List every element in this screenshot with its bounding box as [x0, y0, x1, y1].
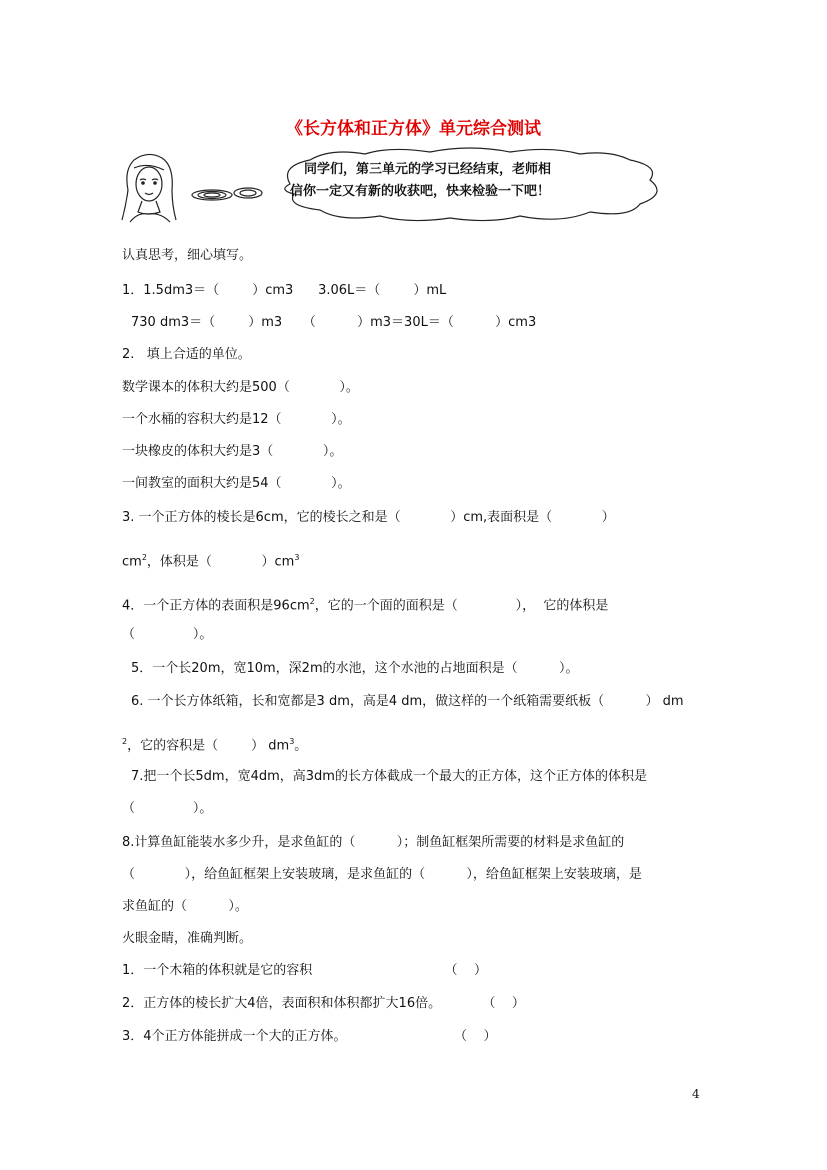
speech-line-2: 信你一定又有新的收获吧，快来检验一下吧！	[290, 184, 551, 199]
section1-heading: 认真思考，细心填写。	[122, 248, 253, 263]
question-3-line-2: $cm^2$，体积是（ ）$cm^3$	[122, 553, 300, 570]
question-4-line-2: （ ）。	[122, 627, 213, 642]
question-6-line-1: 6. 一个长方体纸箱，长和宽都是3 dm，高是4 dm，做这样的一个纸箱需要纸板（ ） dm	[131, 694, 684, 709]
question-1-line-2: 730 dm3＝（ ）m3 （ ）m3＝30L＝（ ）cm3	[131, 315, 537, 330]
question-8-line-3: 求鱼缸的（ ）。	[122, 899, 248, 914]
question-7-line-2: （ ）。	[122, 801, 213, 816]
question-6-line-2: $^2$，它的容积是（ ） $dm^3$。	[122, 737, 308, 754]
question-8-line-1: 8.计算鱼缸能装水多少升，是求鱼缸的（ ）；制鱼缸框架所需要的材料是求鱼缸的	[122, 835, 625, 850]
question-2-item-2: 一个水桶的容积大约是12（ ）。	[122, 412, 351, 427]
document-title: 《长方体和正方体》单元综合测试	[286, 119, 541, 139]
judge-item-2: 2．正方体的棱长扩大4倍，表面积和体积都扩大16倍。 （ ）	[122, 996, 525, 1011]
teacher-girl-illustration	[118, 150, 182, 226]
page-number: 4	[692, 1087, 700, 1101]
question-2-item-4: 一间教室的面积大约是54（ ）。	[122, 476, 351, 491]
question-7-line-1: 7.把一个长5dm，宽4dm，高3dm的长方体截成一个最大的正方体，这个正方体的体积是	[131, 769, 647, 784]
judge-item-1: 1．一个木箱的体积就是它的容积 （ ）	[122, 963, 488, 978]
section2-heading: 火眼金睛，准确判断。	[122, 931, 253, 946]
judge-item-3: 3．4个正方体能拼成一个大的正方体。 （ ）	[122, 1029, 497, 1044]
question-2-heading: 2. 填上合适的单位。	[122, 347, 251, 362]
question-1-line-1: 1．1.5dm3＝（ ）cm3 3.06L＝（ ）mL	[122, 283, 447, 298]
question-2-item-3: 一块橡皮的体积大约是3（ ）。	[122, 444, 343, 459]
question-4-line-1: 4．一个正方体的表面积是$96cm^2$，它的一个面的面积是（ ）， 它的体积是	[122, 597, 609, 614]
speech-line-1: 同学们，第三单元的学习已经结束，老师相	[304, 162, 552, 177]
question-3-line-1: 3. 一个正方体的棱长是6cm，它的棱长之和是（ ）cm,表面积是（ ）	[122, 510, 615, 525]
question-2-item-1: 数学课本的体积大约是500（ ）。	[122, 380, 359, 395]
question-5: 5．一个长20m，宽10m，深2m的水池，这个水池的占地面积是（ ）。	[131, 661, 579, 676]
question-8-line-2: （ ），给鱼缸框架上安装玻璃，是求鱼缸的（ ），给鱼缸框架上安装玻璃，是	[122, 867, 642, 882]
